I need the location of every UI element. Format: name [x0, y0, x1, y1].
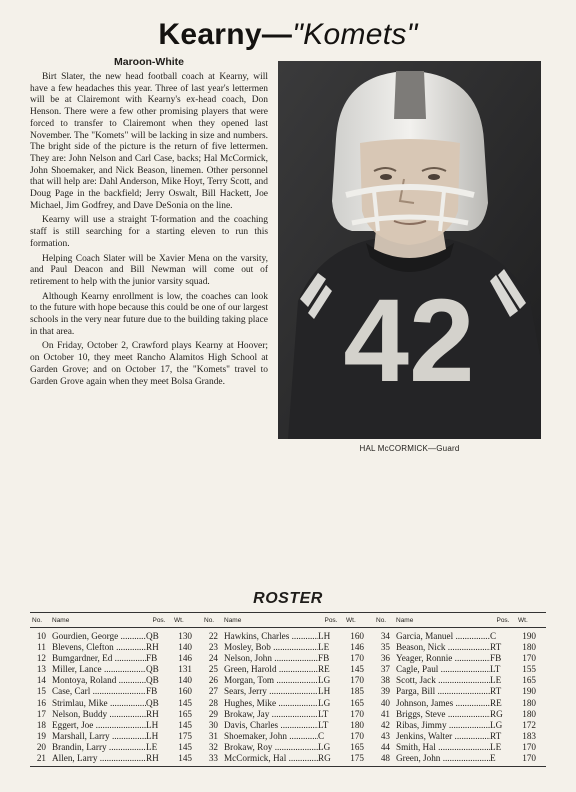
player-weight: 183: [522, 730, 536, 741]
table-row: [202, 686, 374, 697]
player-position: LE: [490, 675, 502, 686]
player-position: LG: [318, 741, 331, 752]
player-name: Davis, Charles .....: [224, 720, 318, 731]
player-number: 24: [208, 653, 218, 664]
player-name: Mosley, Bob .....: [224, 642, 318, 653]
article-paragraph: Helping Coach Slater will be Xavier Mena on the varsity, and Paul Deacon and Bill Newman will come out of retirement to help with the junior varsity squad.: [30, 253, 268, 287]
team-nickname: "Komets": [292, 18, 418, 51]
table-row: [374, 731, 546, 742]
table-row: [374, 631, 546, 642]
football-player-image: [278, 61, 541, 439]
table-row: [30, 653, 202, 664]
player-name: Parga, Bill .....: [396, 686, 490, 697]
player-name: Brandin, Larry .....: [52, 742, 146, 753]
article-paragraph: On Friday, October 2, Crawford plays Kearny at Hoover; on October 10, they meet Rancho Alamitos High School at Garden Grove; and on October 17, the "Komets" travel to Garden Grove again when they meet Bolsa Grande.: [30, 341, 268, 387]
player-position: RG: [318, 753, 331, 764]
team-name: Kearny—: [158, 18, 293, 51]
player-weight: 170: [350, 708, 364, 719]
table-row: [202, 742, 374, 753]
player-name: Green, Harold .....: [224, 664, 318, 675]
table-row: [30, 698, 202, 709]
player-position: LT: [490, 664, 501, 675]
table-row: [374, 642, 546, 653]
header-pos: Pos.: [152, 616, 166, 624]
roster-column: [30, 631, 202, 764]
player-weight: 190: [522, 631, 536, 641]
player-name: McCormick, Hal .....: [224, 753, 318, 764]
table-row: [30, 742, 202, 753]
table-row: [202, 631, 374, 642]
player-number: 15: [36, 686, 46, 697]
article-body: [30, 72, 268, 391]
player-name: Beason, Nick .....: [396, 642, 490, 653]
player-position: RT: [490, 730, 502, 741]
page-title: [0, 18, 576, 52]
player-weight: 175: [178, 730, 192, 741]
player-weight: 172: [522, 719, 536, 730]
header-no: No.: [376, 616, 387, 624]
player-weight: 185: [350, 686, 364, 697]
player-name: Morgan, Tom .....: [224, 675, 318, 686]
player-name: Gourdien, George .....: [52, 631, 146, 642]
table-row: [374, 720, 546, 731]
player-position: LH: [318, 631, 331, 641]
player-weight: 170: [522, 753, 536, 764]
player-weight: 146: [350, 642, 364, 653]
player-position: QB: [146, 664, 159, 675]
player-number: 14: [36, 675, 46, 686]
table-row: [374, 742, 546, 753]
player-weight: 146: [178, 653, 192, 664]
article-paragraph: Birt Slater, the new head football coach at Kearny, will have a few headaches this year. Three of last year's lettermen will be at Clairemont with Kearny's ex-head coach, Don Henson. There were a few other promising players that were forced to transfer to Clairemont when they opened last November. The "Komets" will be lacking in size and numbers. The bright side of the picture is the return of five lettermen. They are: John Nelson and Carl Case, backs; Hal McCormick, John Shoemaker, and Nick Beason, linemen. Other personnel that will help are: Dahl Anderson, Mike Hoyt, Terry Scott, and Doug Page in the backfield; Jerry Oswalt, Bill Hackett, Joe Michael, Jim Godfrey, and Dave DeSonia on the line.: [30, 72, 268, 211]
player-number: 35: [380, 642, 390, 653]
player-weight: 145: [178, 753, 192, 764]
player-position: RH: [146, 708, 159, 719]
player-name: Sears, Jerry .....: [224, 686, 318, 697]
table-row: [202, 675, 374, 686]
player-position: RH: [146, 642, 159, 653]
player-name: Bumgardner, Ed .....: [52, 653, 146, 664]
player-number: 25: [208, 664, 218, 675]
team-colors: Maroon-White: [114, 56, 184, 68]
player-position: LG: [318, 675, 331, 686]
player-weight: 170: [350, 730, 364, 741]
player-name: Yeager, Ronnie .....: [396, 653, 490, 664]
player-position: LH: [146, 730, 159, 741]
player-weight: 175: [350, 753, 364, 764]
player-number: 29: [208, 708, 218, 719]
player-position: RE: [490, 697, 502, 708]
header-name: Name: [396, 616, 414, 624]
player-name: Blevens, Clefton .....: [52, 642, 146, 653]
header-wt: Wt.: [518, 616, 528, 624]
player-weight: 165: [350, 741, 364, 752]
player-weight: 180: [350, 719, 364, 730]
player-name: Case, Carl .....: [52, 686, 146, 697]
player-number: 17: [36, 708, 46, 719]
player-name: Eggert, Joe .....: [52, 720, 146, 731]
player-number: 11: [37, 642, 46, 653]
roster-column: [374, 631, 546, 764]
player-name: Hughes, Mike .....: [224, 698, 318, 709]
header-pos: Pos.: [324, 616, 338, 624]
player-number: 30: [208, 719, 218, 730]
player-position: QB: [146, 631, 159, 641]
player-position: LT: [318, 719, 329, 730]
player-weight: 131: [178, 664, 192, 675]
player-position: E: [490, 753, 496, 764]
player-weight: 145: [178, 719, 192, 730]
player-number: 42: [380, 719, 390, 730]
player-position: FB: [146, 653, 158, 664]
player-number: 38: [380, 675, 390, 686]
player-position: LE: [318, 642, 330, 653]
article-paragraph: Kearny will use a straight T-formation and the coaching staff is still searching for a starting eleven to run this formation.: [30, 215, 268, 249]
player-number: 13: [36, 664, 46, 675]
player-position: RG: [490, 708, 503, 719]
table-row: [30, 686, 202, 697]
player-name: Nelson, John .....: [224, 653, 318, 664]
player-number: 33: [208, 753, 218, 764]
player-number: 31: [208, 730, 218, 741]
player-weight: 140: [178, 675, 192, 686]
roster-header-row: [30, 613, 546, 628]
table-row: [30, 664, 202, 675]
player-weight: 170: [350, 675, 364, 686]
table-row: [202, 664, 374, 675]
player-photo: [278, 61, 541, 439]
player-number: 26: [208, 675, 218, 686]
player-weight: 190: [522, 686, 536, 697]
header-wt: Wt.: [346, 616, 356, 624]
player-name: Johnson, James .....: [396, 698, 490, 709]
player-number: 10: [36, 631, 46, 641]
player-weight: 145: [178, 741, 192, 752]
player-number: 18: [36, 719, 46, 730]
player-position: LE: [146, 741, 158, 752]
player-name: Cagle, Paul .....: [396, 664, 490, 675]
player-number: 20: [36, 741, 46, 752]
player-weight: 165: [522, 675, 536, 686]
player-position: LT: [318, 708, 329, 719]
player-position: LG: [318, 697, 331, 708]
player-number: 41: [380, 708, 390, 719]
player-number: 23: [208, 642, 218, 653]
player-position: C: [490, 631, 497, 641]
player-weight: 130: [178, 631, 192, 641]
article-paragraph: Although Kearny enrollment is low, the coaches can look to the future with hope because this could be one of our largest schools in the very near future due to the building taking place in that area.: [30, 291, 268, 337]
player-number: 16: [36, 697, 46, 708]
player-position: LH: [146, 719, 159, 730]
header-pos: Pos.: [496, 616, 510, 624]
player-weight: 180: [522, 642, 536, 653]
player-position: FB: [490, 653, 502, 664]
player-weight: 170: [522, 741, 536, 752]
player-weight: 180: [522, 708, 536, 719]
player-number: 40: [380, 697, 390, 708]
roster-title: ROSTER: [253, 590, 323, 607]
roster-column: [202, 631, 374, 764]
player-name: Shoemaker, John .....: [224, 731, 318, 742]
player-name: Jenkins, Walter .....: [396, 731, 490, 742]
player-weight: 180: [522, 697, 536, 708]
table-row: [374, 664, 546, 675]
player-number: 37: [380, 664, 390, 675]
player-weight: 145: [178, 697, 192, 708]
player-name: Strimlau, Mike .....: [52, 698, 146, 709]
table-row: [374, 675, 546, 686]
table-row: [374, 753, 546, 764]
player-weight: 160: [350, 631, 364, 641]
player-weight: 155: [522, 664, 536, 675]
player-weight: 140: [178, 642, 192, 653]
player-position: FB: [146, 686, 158, 697]
player-name: Green, John .....: [396, 753, 490, 764]
player-position: QB: [146, 697, 159, 708]
player-number: 43: [380, 730, 390, 741]
table-row: [202, 653, 374, 664]
player-number: 21: [36, 753, 46, 764]
header-name: Name: [52, 616, 70, 624]
player-weight: 170: [522, 653, 536, 664]
player-position: RH: [146, 753, 159, 764]
player-position: RE: [318, 664, 330, 675]
player-name: Allen, Larry .....: [52, 753, 146, 764]
player-number: 48: [380, 753, 390, 764]
player-name: Scott, Jack .....: [396, 675, 490, 686]
player-position: FB: [318, 653, 330, 664]
table-row: [374, 653, 546, 664]
table-row: [202, 698, 374, 709]
table-row: [30, 642, 202, 653]
player-weight: 145: [350, 664, 364, 675]
table-row: [374, 709, 546, 720]
player-number: 28: [208, 697, 218, 708]
player-position: RT: [490, 642, 502, 653]
player-position: RT: [490, 686, 502, 697]
player-position: LG: [490, 719, 503, 730]
player-weight: 170: [350, 653, 364, 664]
table-row: [202, 709, 374, 720]
player-name: Smith, Hal .....: [396, 742, 490, 753]
player-name: Garcia, Manuel .....: [396, 631, 490, 642]
header-name: Name: [224, 616, 242, 624]
player-number: 12: [36, 653, 46, 664]
header-no: No.: [204, 616, 215, 624]
player-name: Miller, Lance .....: [52, 664, 146, 675]
player-name: Briggs, Steve .....: [396, 709, 490, 720]
player-weight: 160: [178, 686, 192, 697]
player-position: C: [318, 730, 325, 741]
table-row: [30, 720, 202, 731]
player-position: LH: [318, 686, 331, 697]
table-row: [374, 686, 546, 697]
player-name: Marshall, Larry .....: [52, 731, 146, 742]
player-position: LE: [490, 741, 502, 752]
player-number: 36: [380, 653, 390, 664]
header-no: No.: [32, 616, 43, 624]
player-name: Nelson, Buddy .....: [52, 709, 146, 720]
player-name: Brokaw, Jay .....: [224, 709, 318, 720]
header-wt: Wt.: [174, 616, 184, 624]
player-number: 32: [208, 741, 218, 752]
table-row: [30, 709, 202, 720]
table-row: [202, 720, 374, 731]
player-name: Brokaw, Roy .....: [224, 742, 318, 753]
photo-caption: HAL McCORMICK—Guard: [359, 444, 460, 453]
jersey-number: 42: [343, 275, 475, 407]
player-weight: 165: [178, 708, 192, 719]
player-position: QB: [146, 675, 159, 686]
roster-table: [30, 612, 546, 767]
player-name: Ribas, Jimmy .....: [396, 720, 490, 731]
table-row: [202, 731, 374, 742]
table-row: [202, 642, 374, 653]
player-weight: 165: [350, 697, 364, 708]
player-number: 19: [36, 730, 46, 741]
table-row: [374, 698, 546, 709]
table-row: [30, 753, 202, 764]
player-number: 39: [380, 686, 390, 697]
player-number: 34: [380, 631, 390, 641]
table-row: [30, 675, 202, 686]
table-row: [30, 631, 202, 642]
player-number: 27: [208, 686, 218, 697]
roster-body: [30, 628, 546, 766]
player-name: Montoya, Roland .....: [52, 675, 146, 686]
player-number: 22: [208, 631, 218, 641]
player-number: 44: [380, 741, 390, 752]
player-name: Hawkins, Charles .....: [224, 631, 318, 642]
table-row: [30, 731, 202, 742]
table-row: [202, 753, 374, 764]
